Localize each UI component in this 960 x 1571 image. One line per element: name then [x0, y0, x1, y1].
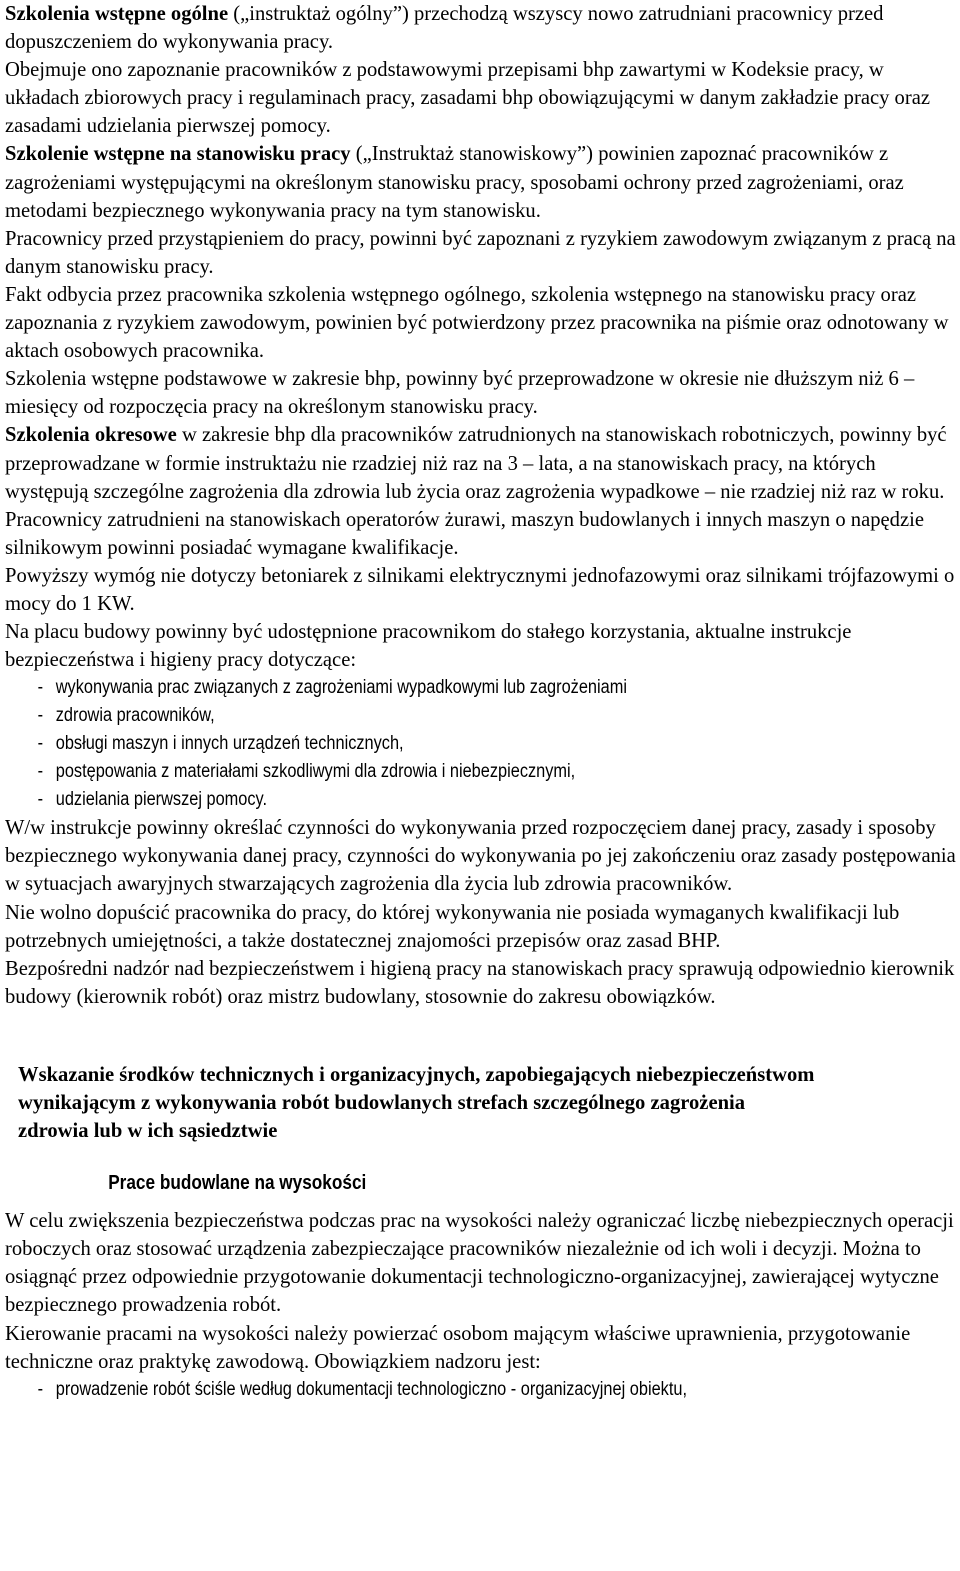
- paragraph: [5, 506, 957, 562]
- list-dash: -: [37, 1378, 44, 1400]
- list-dash: -: [37, 677, 44, 699]
- paragraph-text: Szkolenia wstępne podstawowe w zakresie bhp, powinny być przeprowadzone w okresie nie dłuższym niż 6 – miesięcy od rozpoczęcia pracy na określonym stanowisku pracy.: [5, 368, 915, 419]
- bottom-section: [5, 1207, 957, 1376]
- paragraph-text: Na placu budowy powinny być udostępnione pracownikom do stałego korzystania, aktualne instrukcje bezpieczeństwa i higieny pracy dotyczące:: [5, 621, 852, 672]
- instructions-list: [5, 674, 824, 814]
- paragraph-text: („instruktaż ogólny”) przechodzą wszyscy nowo zatrudniani pracownicy przed dopuszczeniem do wykonywania pracy.: [5, 3, 884, 54]
- list-item: [5, 702, 824, 730]
- paragraph-text: („Instruktaż stanowiskowy”) powinien zapoznać pracowników z zagrożeniami występującymi na określonym stanowisku pracy, sposobami ochrony przed zagrożeniami, oraz metodami bezpiecznego wykonywania pracy na tym stanowisku.: [5, 143, 904, 222]
- paragraph-text: Fakt odbycia przez pracownika szkolenia wstępnego ogólnego, szkolenia wstępnego na stanowisku pracy oraz zapoznania z ryzykiem zawodowym, powinien być potwierdzony przez pracownika na piśmie oraz odnotowany w aktach osobowych pracownika.: [5, 283, 949, 363]
- document-page: [5, 0, 957, 1404]
- paragraph: [5, 140, 957, 224]
- paragraph: [5, 0, 957, 56]
- list-item: [5, 1376, 824, 1404]
- paragraph: [5, 618, 957, 674]
- list-item: [5, 730, 824, 758]
- list-item-text: wykonywania prac związanych z zagrożeniami wypadkowymi lub zagrożeniami: [55, 677, 627, 699]
- supervision-list: [5, 1376, 824, 1404]
- list-dash: -: [37, 761, 44, 783]
- paragraph-text: Pracownicy zatrudnieni na stanowiskach operatorów żurawi, maszyn budowlanych i innych maszyn o napędzie silnikowym powinni posiadać wymagane kwalifikacje.: [5, 508, 924, 559]
- paragraph: Kierowanie pracami na wysokości należy powierzać osobom mającym właściwe uprawnienia, przygotowanie techniczne oraz praktykę zawodową. Obowiązkiem nadzoru jest:: [5, 1322, 911, 1373]
- spacer: [5, 1145, 957, 1169]
- paragraph: [5, 562, 957, 618]
- list-dash: -: [37, 733, 44, 755]
- list-dash: -: [37, 705, 44, 727]
- paragraph: W/w instrukcje powinny określać czynności do wykonywania przed rozpoczęciem danej pracy, zasady i sposoby bezpiecznego wykonywania danej pracy, czynności do wykonywania po jej zakończeniu oraz zasady postępowania w sytuacjach awaryjnych stwarzających zagrożenia dla życia lub zdrowia pracowników.: [5, 817, 956, 896]
- sub-heading: Prace budowlane na wysokości: [108, 1172, 367, 1195]
- list-item-text: postępowania z materiałami szkodliwymi dla zdrowia i niebezpiecznymi,: [55, 761, 576, 783]
- list-item: [5, 674, 824, 702]
- paragraph: [5, 365, 957, 421]
- paragraph: [5, 281, 957, 365]
- paragraph-bold-lead: Szkolenia wstępne ogólne: [5, 3, 229, 25]
- paragraph-bold-lead: Szkolenia okresowe: [5, 424, 177, 447]
- spacer: [5, 1197, 957, 1207]
- mid-section: [5, 814, 957, 1011]
- paragraph: Nie wolno dopuścić pracownika do pracy, do której wykonywania nie posiada wymaganych kwalifikacji lub potrzebnych umiejętności, a także dostatecznej znajomości przepisów oraz zasad BHP.: [5, 901, 900, 952]
- paragraph: Bezpośredni nadzór nad bezpieczeństwem i higieną pracy na stanowiskach pracy sprawują odpowiednio kierownik budowy (kierownik robót) oraz mistrz budowlany, stosownie do zakresu obowiązków.: [5, 957, 955, 1008]
- paragraph-text: Pracownicy przed przystąpieniem do pracy, powinni być zapoznani z ryzykiem zawodowym związanym z pracą na danym stanowisku pracy.: [5, 227, 956, 278]
- paragraph-text: w zakresie bhp dla pracowników zatrudnionych na stanowiskach robotniczych, powinny być przeprowadzane w formie instruktażu nie rzadziej niż raz na 3 – lata, a na stanowiskach pracy, na których występują szczególne zagrożenia dla zdrowia lub życia oraz zagrożenia wypadkowe – nie rzadziej niż raz w roku.: [5, 424, 947, 503]
- list-item: [5, 786, 824, 814]
- list-item-text: obsługi maszyn i innych urządzeń technicznych,: [55, 733, 404, 755]
- list-item-text: prowadzenie robót ściśle według dokumentacji technologiczno - organizacyjnej obiektu,: [55, 1378, 688, 1400]
- paragraph-bold-lead: Szkolenie wstępne na stanowisku pracy: [5, 143, 351, 166]
- paragraph: W celu zwiększenia bezpieczeństwa podczas prac na wysokości należy ograniczać liczbę niebezpiecznych operacji roboczych oraz stosować urządzenia zabezpieczające pracowników niezależnie od ich woli i decyzji. Można to osiągnąć przez odpowiednie przygotowanie dokumentacji technologiczno-organizacyjnej, zawierającej wytyczne bezpiecznego prowadzenia robót.: [5, 1210, 954, 1317]
- list-item: [5, 758, 824, 786]
- paragraph: [5, 225, 957, 281]
- paragraph: [5, 421, 957, 505]
- list-item-text: zdrowia pracowników,: [55, 705, 215, 727]
- section-heading: Wskazanie środków technicznych i organizacyjnych, zapobiegających niebezpieczeństwom wynikającym z wykonywania robót budowlanych strefach szczególnego zagrożenia zdrowia lub w ich sąsiedztwie: [18, 1063, 815, 1143]
- list-dash: -: [37, 789, 44, 811]
- paragraph-text: Obejmuje ono zapoznanie pracowników z podstawowymi przepisami bhp zawartymi w Kodeksie pracy, w układach zbiorowych pracy i regulaminach pracy, zasadami bhp obowiązującymi w danym zakładzie pracy oraz zasadami udzielania pierwszej pomocy.: [5, 59, 930, 138]
- spacer: [5, 1011, 957, 1061]
- paragraph-text: Powyższy wymóg nie dotyczy betoniarek z silnikami elektrycznymi jednofazowymi oraz silnikami trójfazowymi o mocy do 1 KW.: [5, 564, 955, 615]
- intro-section: [5, 0, 957, 674]
- list-item-text: udzielania pierwszej pomocy.: [55, 789, 268, 811]
- paragraph: [5, 56, 957, 140]
